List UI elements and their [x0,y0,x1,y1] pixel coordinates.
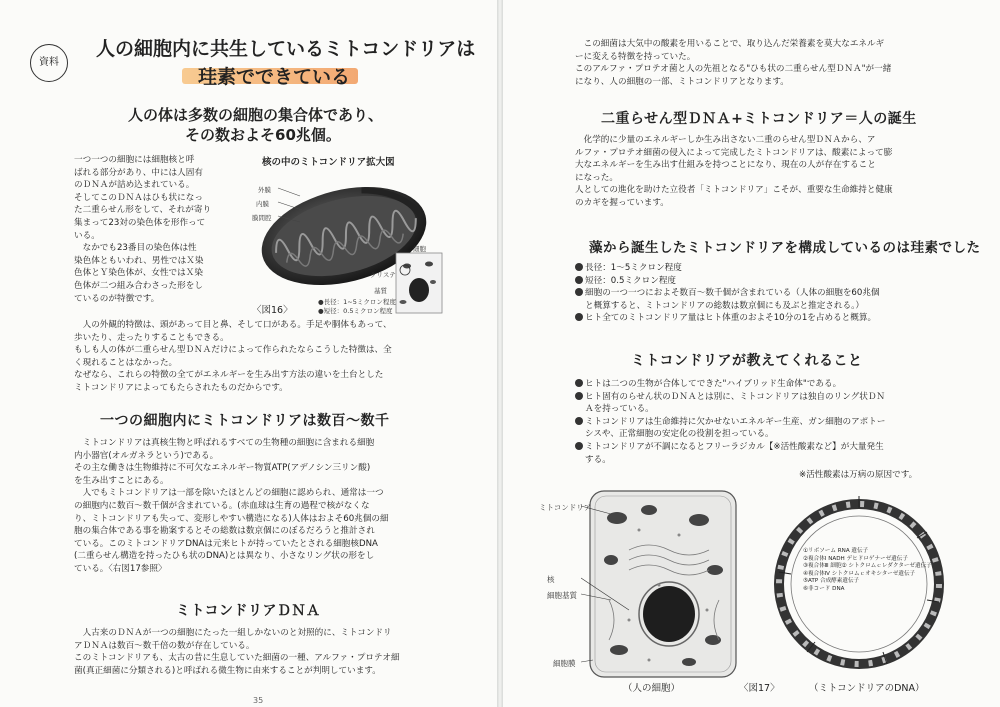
label-cytoplasm: 細胞基質 [547,591,577,600]
label-cristae: クリステ [370,271,396,279]
label-nucleus: 核 [547,575,555,584]
label-cell: 細胞 [413,245,426,253]
text-line: になった。 [575,172,618,183]
page-title-line1: 人の細胞内に共生しているミトコンドリアは [96,38,476,60]
free-radical-note: ※活性酸素は万病の原因です。 [799,470,918,480]
label-cell-membrane: 細胞膜 [553,659,576,668]
text-line: の細胞内に数百〜数千個が含まれている。(赤血球は生育の過程で核がなくな [74,500,370,511]
section-birth-text [575,134,985,210]
text-line: なかでも23番目の染色体は性 [74,243,197,254]
text-line: いる。 [74,230,100,241]
text-line: (二重らせん構造を持ったひも状のDNA)とは異なり、小さなリング状の形をし [74,551,375,562]
right-top-text [575,38,985,88]
bullet-item: 細胞の一つ一つにおよそ数百〜数千個が含まれている（人体の細胞を60兆個 [575,287,995,300]
text-line: このアルファ・プロテオ菌と人の先祖となる"ひも状の二重らせん型ＤＮＡ"が一緒 [575,64,892,75]
text-line: ている。このミトコンドリアDNAは元来ヒトが持っていたとされる細胞核DNA [74,538,378,549]
section-heading-lessons: ミトコンドリアが教えてくれること [631,353,863,369]
right-page [503,0,1000,707]
subtitle-line2: その数およそ60兆個。 [185,126,341,144]
section-heading-count: 一つの細胞内にミトコンドリアは数百〜数千 [100,413,390,429]
text-line: 人の外観的特徴は、頭があって目と鼻、そして口がある。手足や胴体もあって、 [74,320,392,330]
text-line: のＤＮＡが詰め込まれている。 [74,180,195,191]
figure16-caption: 〈図16〉 [252,305,293,316]
dna-ring-legend [803,548,932,594]
text-line: 色体とＹ染色体が、女性ではＸ染 [74,268,203,279]
text-line: り、ミトコンドリアも失って、変形しやすい構造になる)人体はおよそ60兆個の細 [74,513,389,524]
cell-inset-icon [395,252,443,314]
label-outer-membrane: 外膜 [258,186,271,194]
text-line: を生み出すことにある。 [74,475,169,486]
text-line: 内小器官(オルガネラという)である。 [74,450,219,461]
bullet-item: ヒトは二つの生物が合体してできた"ハイブリッド生命体"である。 [575,378,995,391]
bullet-dot-icon [575,263,583,271]
section-heading-birth: 二重らせん型ＤＮＡ+ミトコンドリア＝人の誕生 [601,111,917,127]
caption-human-cell: （人の細胞） [623,683,681,694]
document-badge: 資料 [30,44,68,82]
text-line: 人古来のＤＮＡが一つの細胞にたった一組しかないのと対照的に、ミトコンドリ [74,628,392,638]
bullet-item: ミトコンドリアは生命維持に欠かせないエネルギー生産、ガン細胞のアポトー [575,416,995,429]
text-line: ルファ・プロテオ細菌の侵入によって完成したミトコンドリアは、酸素によって膨 [575,147,893,158]
page-title-line2: 珪素でできている [198,66,351,88]
bullet-continuation: シスや、正常細胞の安定化の役割を担っている。 [585,429,774,440]
bullet-dot-icon [575,417,583,425]
subtitle-line1: 人の体は多数の細胞の集合体であり、 [128,106,384,124]
bullet-continuation: Ａを持っている。 [585,404,654,415]
bullet-dot-icon [575,379,583,387]
text-line: 化学的に少量のエネルギーしか生み出さない二重のらせん型ＤＮＡから、ア [575,135,876,145]
text-line: 歩いたり、走ったりすることもできる。 [74,332,229,343]
bullet-dot-icon [575,442,583,450]
caption-mito-dna: （ミトコンドリアのDNA） [809,683,925,694]
label-matrix: 基質 [374,287,387,295]
cell-label-leaders [581,500,631,670]
legend-item: ②複合体Ⅰ NADH デヒドロゲナーゼ遺伝子 [803,555,908,562]
bullet-continuation: と概算すると、ミトコンドリアの総数は数京個にも及ぶと推定される。） [585,300,864,311]
legend-item: ④複合体Ⅳ シトクロムｃオキシターゼ遺伝子 [803,570,916,577]
text-line: 一つ一つの細胞には細胞核と呼 [74,155,195,165]
bullet-dot-icon [575,288,583,296]
text-line: そしてこのＤＮＡはひも状になっ [74,192,203,203]
bullet-item: ヒト全てのミトコンドリア量はヒト体重のおよそ10分の1を占めると概算。 [575,312,995,325]
legend-item: ⑥非コード DNA [803,585,845,592]
text-line: ーに変える特徴を持っていた。 [575,51,696,62]
page-number: 35 [253,696,264,705]
text-line: ミトコンドリアは真核生物と呼ばれるすべての生物種の細胞に含まれる細胞 [74,438,375,448]
bullet-item: 短径：0.5ミクロン程度 [575,275,995,288]
legend-long-axis: ●長径：1~5ミクロン程度 [318,298,396,306]
section-heading-silicon: 藻から誕生したミトコンドリアを構成しているのは珪素でした [589,240,981,256]
bullet-item: ヒト固有のらせん状のＤＮＡとは別に、ミトコンドリアは独自のリング状ＤＮ [575,391,995,404]
text-line: 菌(真正細菌に分類される)と呼ばれる微生物に由来することが判明しています。 [74,665,381,676]
text-line: 人としての進化を助けた立役者「ミトコンドリア」こそが、重要な生命維持と健康 [575,185,893,196]
text-line: この細菌は大気中の酸素を用いることで、取り込んだ栄養素を莫大なエネルギ [575,39,885,49]
bullet-dot-icon [575,313,583,321]
label-mitochondria: ミトコンドリア [539,503,592,512]
text-line: 人でもミトコンドリアは一部を除いたほとんどの細胞に認められ、通常は一つ [74,488,384,499]
left-page [0,0,497,707]
bullet-continuation: する。 [585,454,611,465]
text-line: のカギを握っています。 [575,197,669,208]
text-line: になり、人の細胞の一部、ミトコンドリアとなります。 [575,76,789,87]
section-mtdna-text [74,627,474,677]
text-line: アＤＮＡは数百〜数千倍の数が存在している。 [74,640,255,651]
silicon-bullet-list [575,262,995,325]
section-heading-mtdna: ミトコンドリアＤＮＡ [176,603,321,619]
label-inner-membrane: 内膜 [256,200,269,208]
figure16-title: 核の中のミトコンドリア拡大図 [262,157,395,168]
label-intermembrane: 膜間腔 [252,214,272,222]
legend-item: ①リボソーム RNA 遺伝子 [803,548,869,554]
section-count-text [74,437,474,576]
text-line: なぜなら、これらの特徴の全てがエネルギーを生み出す方法の違いを土台とした [74,370,384,381]
text-line: 色体が二つ組み合わさった形をし [74,280,203,291]
text-line: く現れることはなかった。 [74,357,178,368]
body-text [74,319,474,395]
text-line: ばれる部分があり、中には人固有 [74,167,203,178]
bullet-dot-icon [575,276,583,284]
text-line: もしも人の体が二重らせん型ＤＮＡだけによって作られたならこうした特徴は、全 [74,345,392,356]
text-line: ているのが特徴です。 [74,293,160,304]
bullet-dot-icon [575,392,583,400]
text-line: 胞の集合体である事を勘案するとその総数は数京個にのぼるだろうと推計され [74,526,375,537]
text-line: ミトコンドリアによってもたらされたものだからです。 [74,382,288,393]
intro-text [74,154,254,305]
text-line: 集まって23対の染色体を形作って [74,217,206,228]
figure17-caption: 〈図17〉 [739,683,780,694]
text-line: その主な働きは生物維持に不可欠なエネルギー物質ATP(アデノシン三リン酸) [74,463,371,474]
legend-short-axis: ●短径：0.5ミクロン程度 [318,307,393,315]
text-line: た二重らせん形をして、それが寄り [74,205,212,216]
bullet-item: 長径：1〜5ミクロン程度 [575,262,995,275]
text-line: 染色体ともいわれ、男性ではＸ染 [74,255,204,266]
legend-item: ⑤ATP 合成酵素遺伝子 [803,578,860,585]
legend-item: ③複合体Ⅲ 細胞② シトクロムｃレダクターゼ遺伝子 [803,563,932,570]
text-line: 大なエネルギーを生み出す仕組みを持つことになり、現在の人が存在すること [575,160,876,171]
text-line: ている。〈右図17参照〉 [74,563,167,574]
lessons-bullet-list [575,378,995,466]
text-line: このミトコンドリアも、太古の昔に生息していた細菌の一種、アルファ・プロテオ細 [74,653,400,664]
bullet-item: ミトコンドリアが不調になるとフリーラジカル【※活性酸素など】が大量発生 [575,441,995,454]
